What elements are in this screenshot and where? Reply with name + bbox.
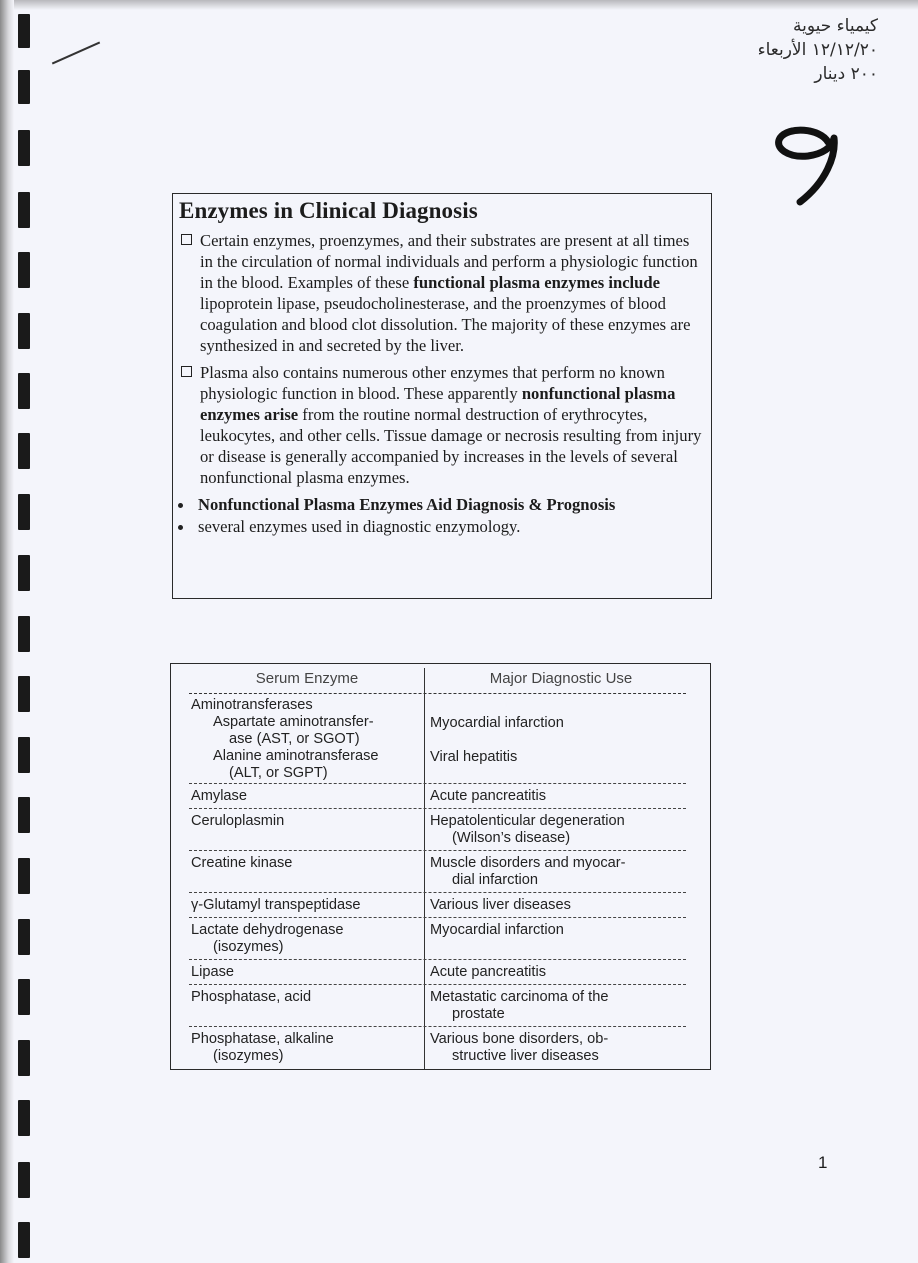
row-separator	[189, 959, 686, 960]
handwritten-number	[770, 112, 850, 212]
column-divider	[424, 668, 425, 1069]
enzyme-name: Phosphatase, acid	[191, 989, 312, 1005]
section-title: Enzymes in Clinical Diagnosis	[179, 198, 478, 223]
binding-hole	[18, 797, 30, 833]
header-rule	[189, 693, 686, 694]
binding-hole	[18, 676, 30, 712]
binding-hole	[18, 494, 30, 530]
paragraph-functional-enzymes: Certain enzymes, proenzymes, and their substrates are present at all times in the circulation of normal individuals and perform a physiologic function in the blood. Examples of these functional plasma enzymes include lipoprotein lipase, pseudocholinesterase, and the proenzymes of blood coagulation and blood clot dissolution. The majority of these enzymes are synthesized in and secreted by the liver.	[179, 230, 705, 356]
enzyme-name: Phosphatase, alkaline (isozymes)	[191, 1031, 334, 1064]
row-separator	[189, 850, 686, 851]
row-separator	[189, 783, 686, 784]
diagnostic-use: Myocardial infarction	[430, 715, 564, 731]
enzyme-name: Lactate dehydrogenase (isozymes)	[191, 922, 344, 955]
serum-enzyme-table	[170, 663, 711, 1070]
binding-hole	[18, 858, 30, 894]
binding-hole	[18, 616, 30, 652]
diagnostic-use: Acute pancreatitis	[430, 964, 547, 980]
checkbox-bullet-icon	[181, 366, 192, 377]
row-separator	[189, 917, 686, 918]
diagnostic-use: Various liver diseases	[430, 897, 571, 913]
column-header-diagnostic-use: Major Diagnostic Use	[489, 670, 633, 687]
paragraph-nonfunctional-enzymes: Plasma also contains numerous other enzymes that perform no known physiologic function in blood. These apparently nonfunctional plasma enzymes arise from the routine normal destruction of erythrocytes, leukocytes, and other cells. Tissue damage or necrosis resulting from injury or disease is generally accompanied by increases in the levels of several nonfunctional plasma enzymes.	[179, 362, 705, 488]
bullet-dot-icon	[178, 503, 183, 508]
diagnostic-use: Myocardial infarction	[430, 922, 564, 938]
page-number: 1	[818, 1153, 828, 1172]
bullet-item: several enzymes used in diagnostic enzymology.	[177, 516, 705, 538]
checkbox-bullet-icon	[181, 234, 192, 245]
column-header-serum-enzyme: Serum Enzyme	[255, 670, 359, 687]
handwritten-line: ٢٠٠ دينار	[814, 64, 878, 84]
bullet-item: Nonfunctional Plasma Enzymes Aid Diagnosis & Prognosis	[177, 494, 705, 516]
binding-hole	[18, 1162, 30, 1198]
handwritten-line: ١٢/١٢/٢٠ الأربعاء	[757, 40, 878, 60]
pen-mark	[52, 42, 100, 65]
binding-hole	[18, 1040, 30, 1076]
binding-hole	[18, 130, 30, 166]
binding-hole	[18, 737, 30, 773]
binding-hole	[18, 14, 30, 48]
binding-hole	[18, 192, 30, 228]
enzyme-name: Creatine kinase	[191, 855, 293, 871]
binding-hole	[18, 373, 30, 409]
binding-hole	[18, 919, 30, 955]
enzyme-name: γ-Glutamyl transpeptidase	[191, 897, 361, 913]
diagnostic-use: Muscle disorders and myocar- dial infarction	[430, 855, 626, 888]
diagnostic-use: Metastatic carcinoma of the prostate	[430, 989, 609, 1022]
row-separator	[189, 808, 686, 809]
binding-hole	[18, 313, 30, 349]
diagnostic-use: Viral hepatitis	[430, 749, 518, 765]
diagnostic-use: Various bone disorders, ob- structive liver diseases	[430, 1031, 609, 1064]
binding-hole	[18, 979, 30, 1015]
page-left-edge	[0, 0, 14, 1263]
page-top-shadow	[0, 0, 918, 10]
binding-hole	[18, 1222, 30, 1258]
enzyme-name: Ceruloplasmin	[191, 813, 285, 829]
binding-hole	[18, 70, 30, 104]
binding-hole	[18, 433, 30, 469]
binding-hole	[18, 1100, 30, 1136]
enzyme-name: Lipase	[191, 964, 235, 980]
enzyme-name: Aminotransferases Aspartate aminotransfer- ase (AST, or SGOT) Alanine aminotransferase (ALT, or SGPT)	[191, 697, 379, 781]
diagnostic-use: Acute pancreatitis	[430, 788, 547, 804]
binding-hole	[18, 252, 30, 288]
enzymes-info-box	[172, 193, 712, 599]
diagnostic-use: Hepatolenticular degeneration (Wilson’s disease)	[430, 813, 625, 846]
handwritten-note	[688, 14, 878, 86]
row-separator	[189, 984, 686, 985]
enzyme-name: Amylase	[191, 788, 247, 804]
row-separator	[189, 892, 686, 893]
handwritten-line: كيمياء حيوية	[792, 16, 878, 36]
row-separator	[189, 1026, 686, 1027]
binding-hole	[18, 555, 30, 591]
bullet-dot-icon	[178, 525, 183, 530]
